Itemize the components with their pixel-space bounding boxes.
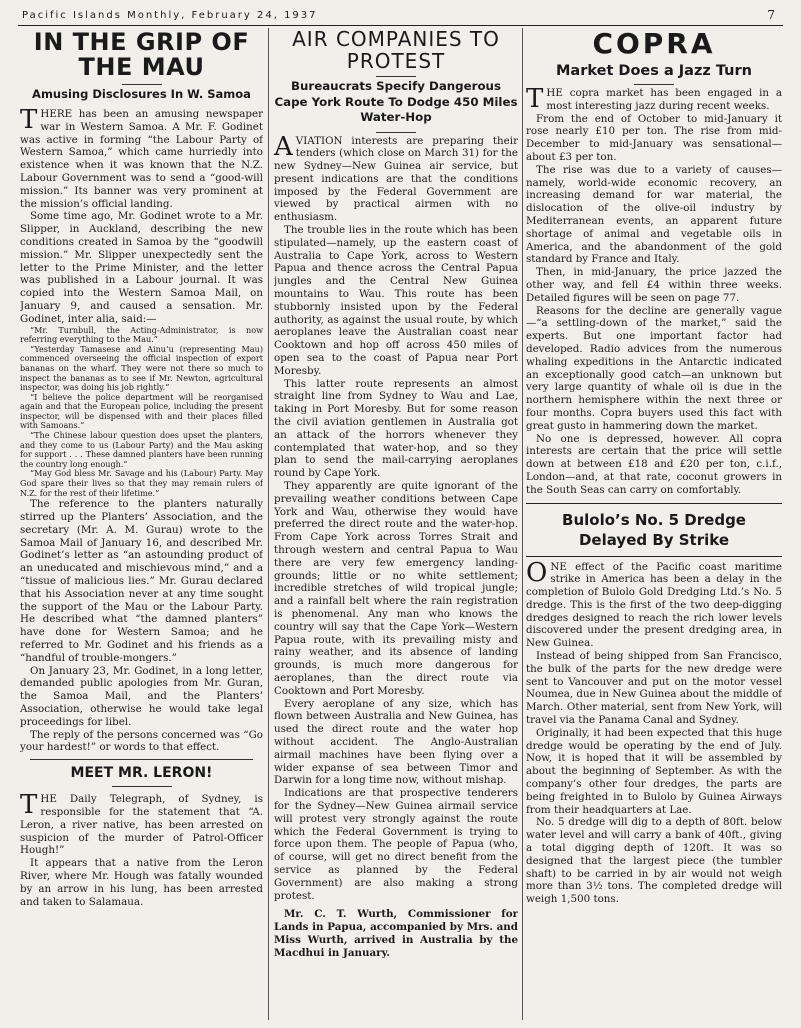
paragraph: The reply of the persons concerned was “Go your hardest!” or words to that effect.: [20, 728, 263, 754]
paragraph: THE copra market has been engaged in a most interesting jazz during recent weeks.: [526, 84, 782, 114]
paragraph: No one is depressed, however. All copra interests are certain that the price will settle down at between £18 and £20 per ton, c.i.f., London—and, at that rate, coconut growers in the South Seas can carry on comfortably.: [526, 432, 782, 496]
drop-cap: T: [20, 105, 38, 135]
paragraph: Instead of being shipped from San Francisco, the bulk of the parts for the new dredge were sent to Vancouver and put on the motor vessel Noumea, due in New Guinea about the middle of March. Other material, sent from New York, will travel via the Panama Canal and Sydney.: [526, 650, 782, 727]
section-rule: [30, 759, 253, 760]
drop-cap: T: [20, 790, 38, 821]
paragraph: They apparently are quite ignorant of the prevailing weather conditions between Cape York and Wau, otherwise they would have preferred the direct route and the water-hop. From Cape York across Torres Strait and through western and central Papua to Wau there are very few emergency landing-grounds; little or no white settlement; incredible stretches of wild tropical jungle; and a rainfall belt where the rain registration is phenomenal. Any man who knows the country will say that the Cape York—Western Papua route, with its prevailing misty and rainy weather, and its absence of landing grounds, is much more dangerous for aeroplanes, than the direct route via Cooktown and Port Moresby.: [274, 480, 518, 697]
drop-cap: A: [274, 131, 293, 162]
paragraph: The reference to the planters naturally stirred up the Planters’ Association, and the secretary (Mr. A. M. Gurau) wrote to the Samoa Mail of January 16, and described Mr. Godinet’s letter as “an astounding product of an uneducated and mischievous mind,” and a “tissue of malicious lies.” Mr. Gurau declared that his Association never at any time sought the support of the Mau or the Labour Party. He described what “the damned planters” have done for Western Samoa; and he referred to Mr. Godinet and his friends as a “handful of trouble-mongers.”: [20, 498, 263, 664]
short-rule: [112, 786, 172, 787]
paragraph: No. 5 dredge will dig to a depth of 80ft. below water level and will carry a bank of 40ft., giving a total digging depth of 120ft. It was so designed that the largest piece (the tumbler shaft) to be carried in by air would not weigh more than 3½ tons. The completed dredge will weigh 1,500 tons.: [526, 816, 782, 906]
subhead-mau: Amusing Disclosures In W. Samoa: [32, 87, 251, 101]
paragraph: It appears that a native from the Leron River, where Mr. Hough was fatally wounded by an arrow in his lung, has been arrested and taken to Salamaua.: [20, 857, 263, 908]
paragraph: THE Daily Telegraph, of Sydney, is responsible for the statement that “A. Leron, a river native, has been arrested on suspicion of the murder of Patrol-Officer Hough!”: [20, 790, 263, 857]
paragraph: Indications are that prospective tenderers for the Sydney—New Guinea airmail service will protest very strongly against the route which the Federal Government is trying to force upon them. The people of Papua (who, of course, will get no direct benefit from the service as planned by the Federal Government) are also making a strong protest.: [274, 787, 518, 902]
masthead: [22, 6, 775, 24]
subhead-air: Bureaucrats Specify Dangerous Cape York Route To Dodge 450 Miles Water-Hop: [274, 79, 518, 124]
heading-dredge: Bulolo’s No. 5 Dredge Delayed By Strike: [562, 510, 746, 549]
headline-mau: IN THE GRIP OF THE MAU: [33, 28, 250, 81]
drop-cap: O: [526, 557, 548, 588]
paragraph: Then, in mid-January, the price jazzed the other way, and fell £4 within three weeks. Detailed figures will be seen on page 77.: [526, 266, 782, 304]
paragraph: Originally, it had been expected that this huge dredge would be operating by the end of July. Now, it is hoped that it will be assembled by about the beginning of September. As with the company’s other four dredges, the parts are being freighted in to Bulolo by Guinea Airways from their headquarters at Lae.: [526, 726, 782, 816]
paragraph: Some time ago, Mr. Godinet wrote to a Mr. Slipper, in Auckland, describing the new conditions created in Samoa by the “goodwill mission.” Mr. Slipper unexpectedly sent the letter to the Prime Minister, and the letter was published in a Labour journal. It was copied into the Western Samoa Mail, on January 9, and caused a sensation. Mr. Godinet, inter alia, said:—: [20, 210, 263, 325]
column-divider: [522, 28, 523, 1020]
short-rule: [376, 132, 416, 133]
section-rule: [526, 503, 782, 557]
paragraph: THERE has been an amusing newspaper war in Western Samoa. A Mr. F. Godinet was active in forming “the Labour Party of Western Samoa,” which came hurriedly into existence when it was known that the N.Z. Labour Government was to send a “good-will mission.” Its banner was very prominent at the mission’s official landing.: [20, 105, 263, 210]
quote: “The Chinese labour question does upset the planters, and they come to us (Labour Party) and the Mau asking for support . . . These damned planters have been running the country long enough.”: [20, 430, 263, 469]
drop-cap: T: [526, 84, 544, 114]
masthead-rule: [18, 25, 783, 26]
short-rule: [122, 84, 162, 85]
column-divider: [268, 28, 269, 1020]
paragraph: AVIATION interests are preparing their tenders (which close on March 31) for the new Sydney—New Guinea air service, but present indications are that the conditions imposed by the Federal Government are viewed by practical airmen with no enthusiasm.: [274, 131, 518, 224]
heading-meet-leron: MEET MR. LERON!: [70, 765, 213, 782]
paragraph: On January 23, Mr. Godinet, in a long letter, demanded public apologies from Mr. Guran, the Samoa Mail, and the Planters’ Association, otherwise he would take legal proceedings for libel.: [20, 664, 263, 728]
headline-copra: COPRA: [592, 28, 716, 60]
page-number: 7: [767, 8, 775, 22]
paragraph: Every aeroplane of any size, which has flown between Australia and New Guinea, has used the direct route and the water hop without accident. The Anglo-Australian airmail machines have been flying over a wider expanse of sea between Timor and Darwin for a long time now, without mishap.: [274, 697, 518, 787]
paragraph: Reasons for the decline are generally vague—“a settling-down of the market,” said the experts. But one important factor had developed. Radio advices from the numerous whaling expeditions in the Antarctic indicated an exceptionally good catch—an unknown but very large quantity of whale oil is due in the northern hemisphere within the next three or four months. Copra buyers used this fact with great gusto in hammering down the market.: [526, 304, 782, 432]
column-middle: [274, 28, 518, 1024]
paragraph: Mr. C. T. Wurth, Commissioner for Lands in Papua, accompanied by Mrs. and Miss Wurth, arrived in Australia by the Macdhui in January.: [274, 908, 518, 959]
short-rule: [634, 84, 674, 85]
paragraph: This latter route represents an almost straight line from Sydney to Wau and Lae, taking in Port Moresby. But for some reason the civil aviation gentlemen in Australia got an attack of the horrors whenever they contemplated that water-hop, and so they plan to send the mail-carrying aeroplanes round by Cape York.: [274, 377, 518, 480]
headline-air: AIR COMPANIES TO PROTEST: [292, 28, 500, 73]
masthead-title: Pacific Islands Monthly, February 24, 1937: [22, 9, 318, 21]
paragraph: From the end of October to mid-January it rose nearly £10 per ton. The rise from mid-December to mid-January was sensational—about £3 per ton.: [526, 112, 782, 163]
paragraph: The rise was due to a variety of causes—namely, world-wide economic recovery, an increasing demand for war material, the dislocation of the olive-oil industry by Mediterranean events, an apparent future shortage of animal and vegetable oils in America, and the abandonment of the gold standard by France and Italy.: [526, 163, 782, 266]
quote: “Yesterday Tamasese and Ainu’u (representing Mau) commenced overseeing the official inspection of export bananas on the wharf. They were not there so much to inspect the bananas as to see if Mr. Newton, agricultural inspector, was doing his job rightly.”: [20, 343, 263, 393]
column-right: [526, 28, 782, 1024]
short-rule: [376, 76, 416, 77]
paragraph: The trouble lies in the route which has been stipulated—namely, up the eastern coast of Australia to Cape York, across to Western Papua and thence across the Central Papua jungles and the Central New Guinea mountains to Wau. This route has been stubbornly insisted upon by the Federal authority, as against the usual route, by which aeroplanes leave the Australian coast near Cooktown and hop off across 450 miles of open sea to the coast of Papua near Port Moresby.: [274, 224, 518, 377]
quote: “May God bless Mr. Savage and his (Labour) Party. May God spare their lives so that they may remain rulers of N.Z. for the rest of their lifetime.”: [20, 468, 263, 498]
column-left: [20, 28, 263, 1024]
subhead-copra: Market Does a Jazz Turn: [556, 63, 752, 79]
paragraph: ONE effect of the Pacific coast maritime strike in America has been a delay in the completion of Bulolo Gold Dredging Ltd.’s No. 5 dredge. This is the first of the two deep-digging dredges designed to reach the rich lower levels discovered under the present dredging area, in New Guinea.: [526, 557, 782, 650]
quote: “Mr. Turnbull, the Acting-Administrator, is now referring everything to the Mau.”: [20, 324, 263, 345]
quote: “I believe the police department will be reorganised again and that the European police, including the present inspector, will be dispensed with and their places filled with Samoans.”: [20, 391, 263, 431]
